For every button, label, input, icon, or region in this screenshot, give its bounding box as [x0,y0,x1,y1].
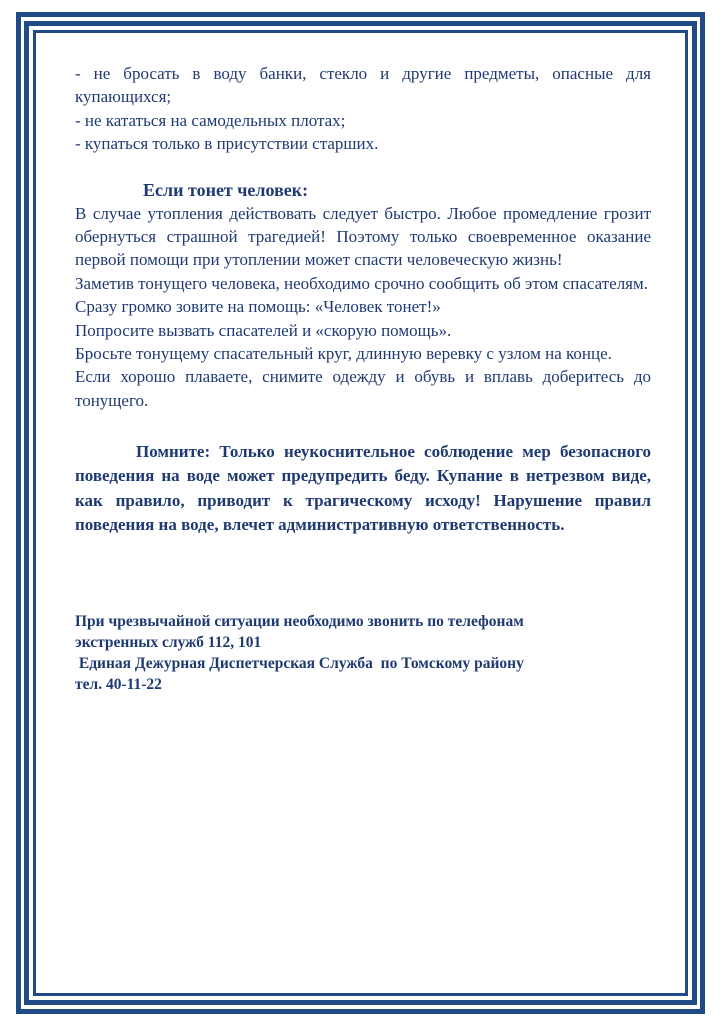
instruction-paragraph: В случае утопления действовать следует быстро. Любое промедление грозит обернуться страшной трагедией! Поэтому только своевременное оказание первой помощи при утоплении может спасти человеческую жизнь! [75,203,651,270]
warning-paragraph: Помните: Только неукоснительное соблюдение мер безопасного поведения на воде может предупредить беду. Купание в нетрезвом виде, как правило, приводит к трагическому исходу! Нарушение правил поведения на воде, влечет административную ответственность. [75,442,651,534]
instruction-paragraph: Бросьте тонущему спасательный круг, длинную веревку с узлом на конце. [75,344,612,364]
instruction-paragraph: Заметив тонущего человека, необходимо срочно сообщить об этом спасателям. [75,273,649,293]
section-heading: Если тонет человек: [143,179,309,200]
rule-line: - купаться только в присутствии старших. [75,134,379,154]
emergency-line: Единая Дежурная Диспетчерская Служба по Томскому району [75,655,524,673]
emergency-contacts [75,611,651,695]
instruction-paragraph: Если хорошо плаваете, снимите одежду и обувь и вплавь доберитесь до тонущего. [75,367,651,410]
emergency-line: экстренных служб 112, 101 [75,634,262,652]
emergency-phone: тел. 40-11-22 [75,676,162,694]
emergency-line: При чрезвычайной ситуации необходимо звонить по телефонам [75,613,524,631]
intro-rules [75,62,651,156]
rule-line: - не кататься на самодельных плотах; [75,110,346,130]
instruction-paragraph: Попросите вызвать спасателей и «скорую помощь». [75,320,452,340]
rule-line: - не бросать в воду банки, стекло и другие предметы, опасные для купающихся; [75,64,651,107]
document-body [75,62,651,695]
instruction-paragraph: Сразу громко зовите на помощь: «Человек тонет!» [75,297,441,317]
drowning-instructions [75,202,651,413]
